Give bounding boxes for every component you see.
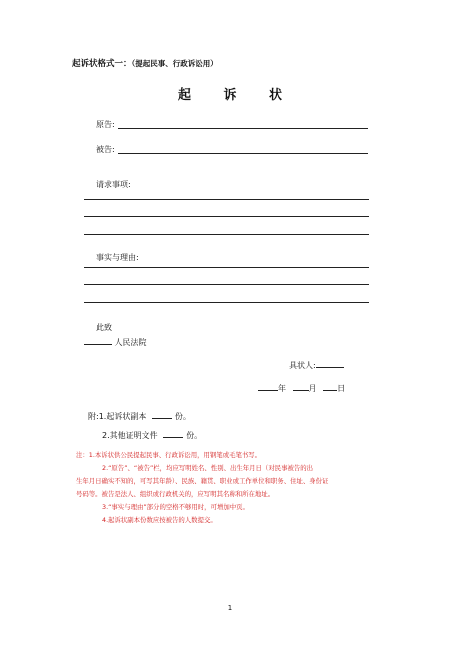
- attachment-1-unit: 份。: [174, 412, 191, 421]
- year-blank: [258, 381, 278, 391]
- year-label: 年: [278, 384, 286, 393]
- day-blank: [323, 381, 337, 391]
- month-blank: [293, 381, 309, 391]
- attachment-2-unit: 份。: [186, 431, 203, 440]
- facts-label: 事实与理由:: [96, 253, 139, 262]
- claims-line-3: [84, 234, 369, 235]
- month-label: 月: [308, 384, 317, 393]
- facts-line-1: [84, 267, 369, 268]
- facts-line-2: [84, 284, 369, 285]
- attachment-2-label: 2.其他证明文件: [102, 431, 158, 440]
- court-label: 人民法院: [114, 338, 147, 347]
- note-4: 4.起诉状副本份数应按被告的人数提交。: [102, 516, 217, 524]
- signer-blank: [316, 358, 344, 368]
- court-name-blank: [84, 335, 112, 345]
- plaintiff-line: [118, 128, 368, 129]
- attachment-2: [102, 428, 202, 441]
- attachment-2-blank: [163, 428, 183, 438]
- note-2-line-1: 2.“原告”、“被告”栏，均应写明姓名、性别、出生年月日（对民事被告的出: [102, 464, 314, 472]
- form-title: 起诉状格式一：: [72, 59, 132, 69]
- signer-line: [289, 358, 344, 371]
- form-header: [72, 57, 218, 69]
- facts-line-3: [84, 302, 369, 303]
- day-label: 日: [337, 384, 346, 393]
- court-line: [84, 335, 147, 348]
- attachment-prefix: 附:: [88, 412, 99, 421]
- claims-line-2: [84, 216, 369, 217]
- attachment-1-blank: [152, 409, 172, 419]
- note-1: 注：1.本诉状供公民提起民事、行政诉讼用，用钢笔或毛笔书写。: [76, 451, 262, 459]
- defendant-label: 被告:: [96, 145, 115, 154]
- attachment-1-label: 1.起诉状副本: [98, 412, 147, 421]
- form-note: （提起民事、行政诉讼用）: [131, 59, 218, 68]
- note-2-line-2: 生年月日确实不知的，可写其年龄）、民族、籍贯、职业或工作单位和职务、住址、身份证: [76, 477, 329, 485]
- note-3: 3.“事实与理由”部分的空格不够用时，可增加中页。: [102, 503, 249, 511]
- date-line: [258, 381, 345, 394]
- claims-line-1: [84, 199, 369, 200]
- plaintiff-label: 原告:: [96, 120, 115, 129]
- defendant-line: [118, 153, 368, 154]
- claims-label: 请求事项:: [96, 180, 131, 189]
- signer-label: 具状人:: [289, 361, 316, 370]
- attachment-1: [88, 409, 191, 422]
- respectfully-text: 此致: [96, 323, 112, 332]
- page-number: 1: [227, 604, 233, 612]
- document-title: 起 诉 状: [177, 88, 297, 103]
- note-2-line-3: 号码等。被告是法人、组织或行政机关的，应写明其名称和所在地址。: [76, 490, 275, 498]
